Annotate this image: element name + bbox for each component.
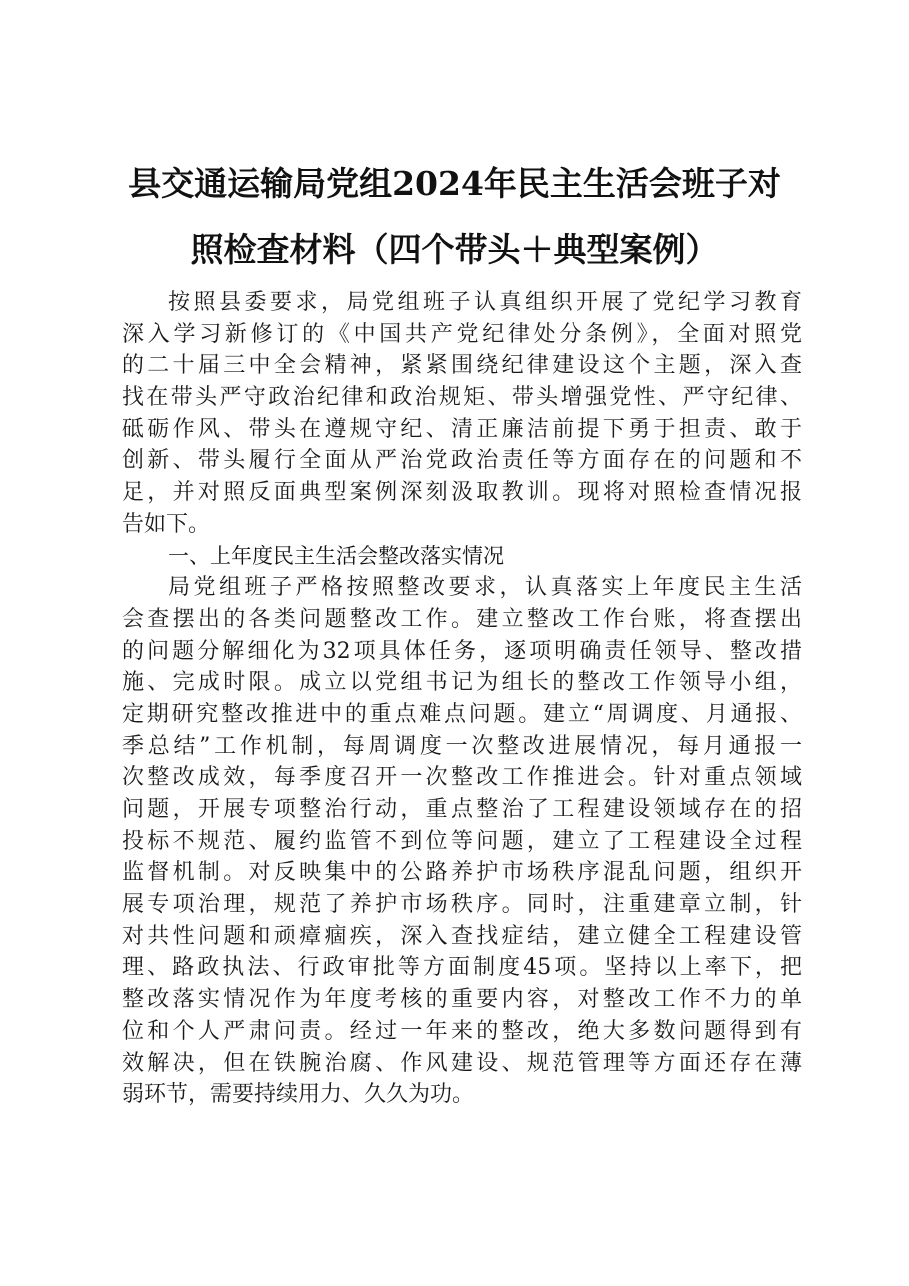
section-1-paragraph-line: 季总结”工作机制，每周调度一次整改进展情况，每月通报一 xyxy=(122,733,802,759)
section-1-heading: 一、上年度民主生活会整改落实情况 xyxy=(168,543,504,568)
section-1-paragraph-line: 问题，开展专项整治行动，重点整治了工程建设领域存在的招 xyxy=(122,797,802,822)
intro-paragraph-line: 创新、带头履行全面从严治党政治责任等方面存在的问题和不 xyxy=(122,448,802,474)
intro-paragraph-line: 的二十届三中全会精神，紧紧围绕纪律建设这个主题，深入查 xyxy=(122,353,802,379)
intro-paragraph-line: 按照县委要求，局党组班子认真组织开展了党纪学习教育 xyxy=(168,290,802,315)
section-1-paragraph-line: 会查摆出的各类问题整改工作。建立整改工作台账，将查摆出 xyxy=(122,606,802,632)
section-1-paragraph-line: 施、完成时限。成立以党组书记为组长的整改工作领导小组， xyxy=(122,670,802,696)
section-1-paragraph-line: 弱环节，需要持续用力、久久为功。 xyxy=(122,1082,475,1108)
section-1-paragraph-line: 位和个人严肃问责。经过一年来的整改，绝大多数问题得到有 xyxy=(122,1018,802,1044)
section-1-paragraph-line: 次整改成效，每季度召开一次整改工作推进会。针对重点领域 xyxy=(122,765,802,791)
section-1-paragraph-line: 监督机制。对反映集中的公路养护市场秩序混乱问题，组织开 xyxy=(122,860,802,886)
section-1-paragraph-line: 整改落实情况作为年度考核的重要内容，对整改工作不力的单 xyxy=(122,987,802,1013)
intro-paragraph-line: 深入学习新修订的《中国共产党纪律处分条例》，全面对照党 xyxy=(122,321,802,347)
section-1-paragraph-line: 的问题分解细化为32项具体任务，逐项明确责任领导、整改措 xyxy=(122,638,802,664)
intro-paragraph-line: 足，并对照反面典型案例深刻汲取教训。现将对照检查情况报 xyxy=(122,480,802,506)
section-1-paragraph-line: 理、路政执法、行政审批等方面制度45项。坚持以上率下，把 xyxy=(122,955,802,981)
section-1-paragraph-line: 对共性问题和顽瘴痼疾，深入查找症结，建立健全工程建设管 xyxy=(122,923,802,949)
intro-paragraph-line: 砥砺作风、带头在遵规守纪、清正廉洁前提下勇于担责、敢于 xyxy=(122,416,802,442)
section-1-paragraph-line: 投标不规范、履约监管不到位等问题，建立了工程建设全过程 xyxy=(122,828,802,854)
section-1-paragraph-line: 局党组班子严格按照整改要求，认真落实上年度民主生活 xyxy=(168,575,802,601)
document-title-line-1: 县交通运输局党组2024年民主生活会班子对 xyxy=(128,164,781,203)
document-body xyxy=(122,287,802,1111)
section-1-paragraph-line: 定期研究整改推进中的重点难点问题。建立“周调度、月通报、 xyxy=(122,701,802,727)
intro-paragraph-line: 找在带头严守政治纪律和政治规矩、带头增强党性、严守纪律、 xyxy=(122,385,802,411)
intro-paragraph-line: 告如下。 xyxy=(122,511,211,537)
section-1-paragraph-line: 效解决，但在铁腕治腐、作风建设、规范管理等方面还存在薄 xyxy=(122,1050,802,1076)
section-1-paragraph-line: 展专项治理，规范了养护市场秩序。同时，注重建章立制，针 xyxy=(122,892,802,918)
document-title-line-2: 照检查材料（四个带头＋典型案例） xyxy=(190,230,719,269)
